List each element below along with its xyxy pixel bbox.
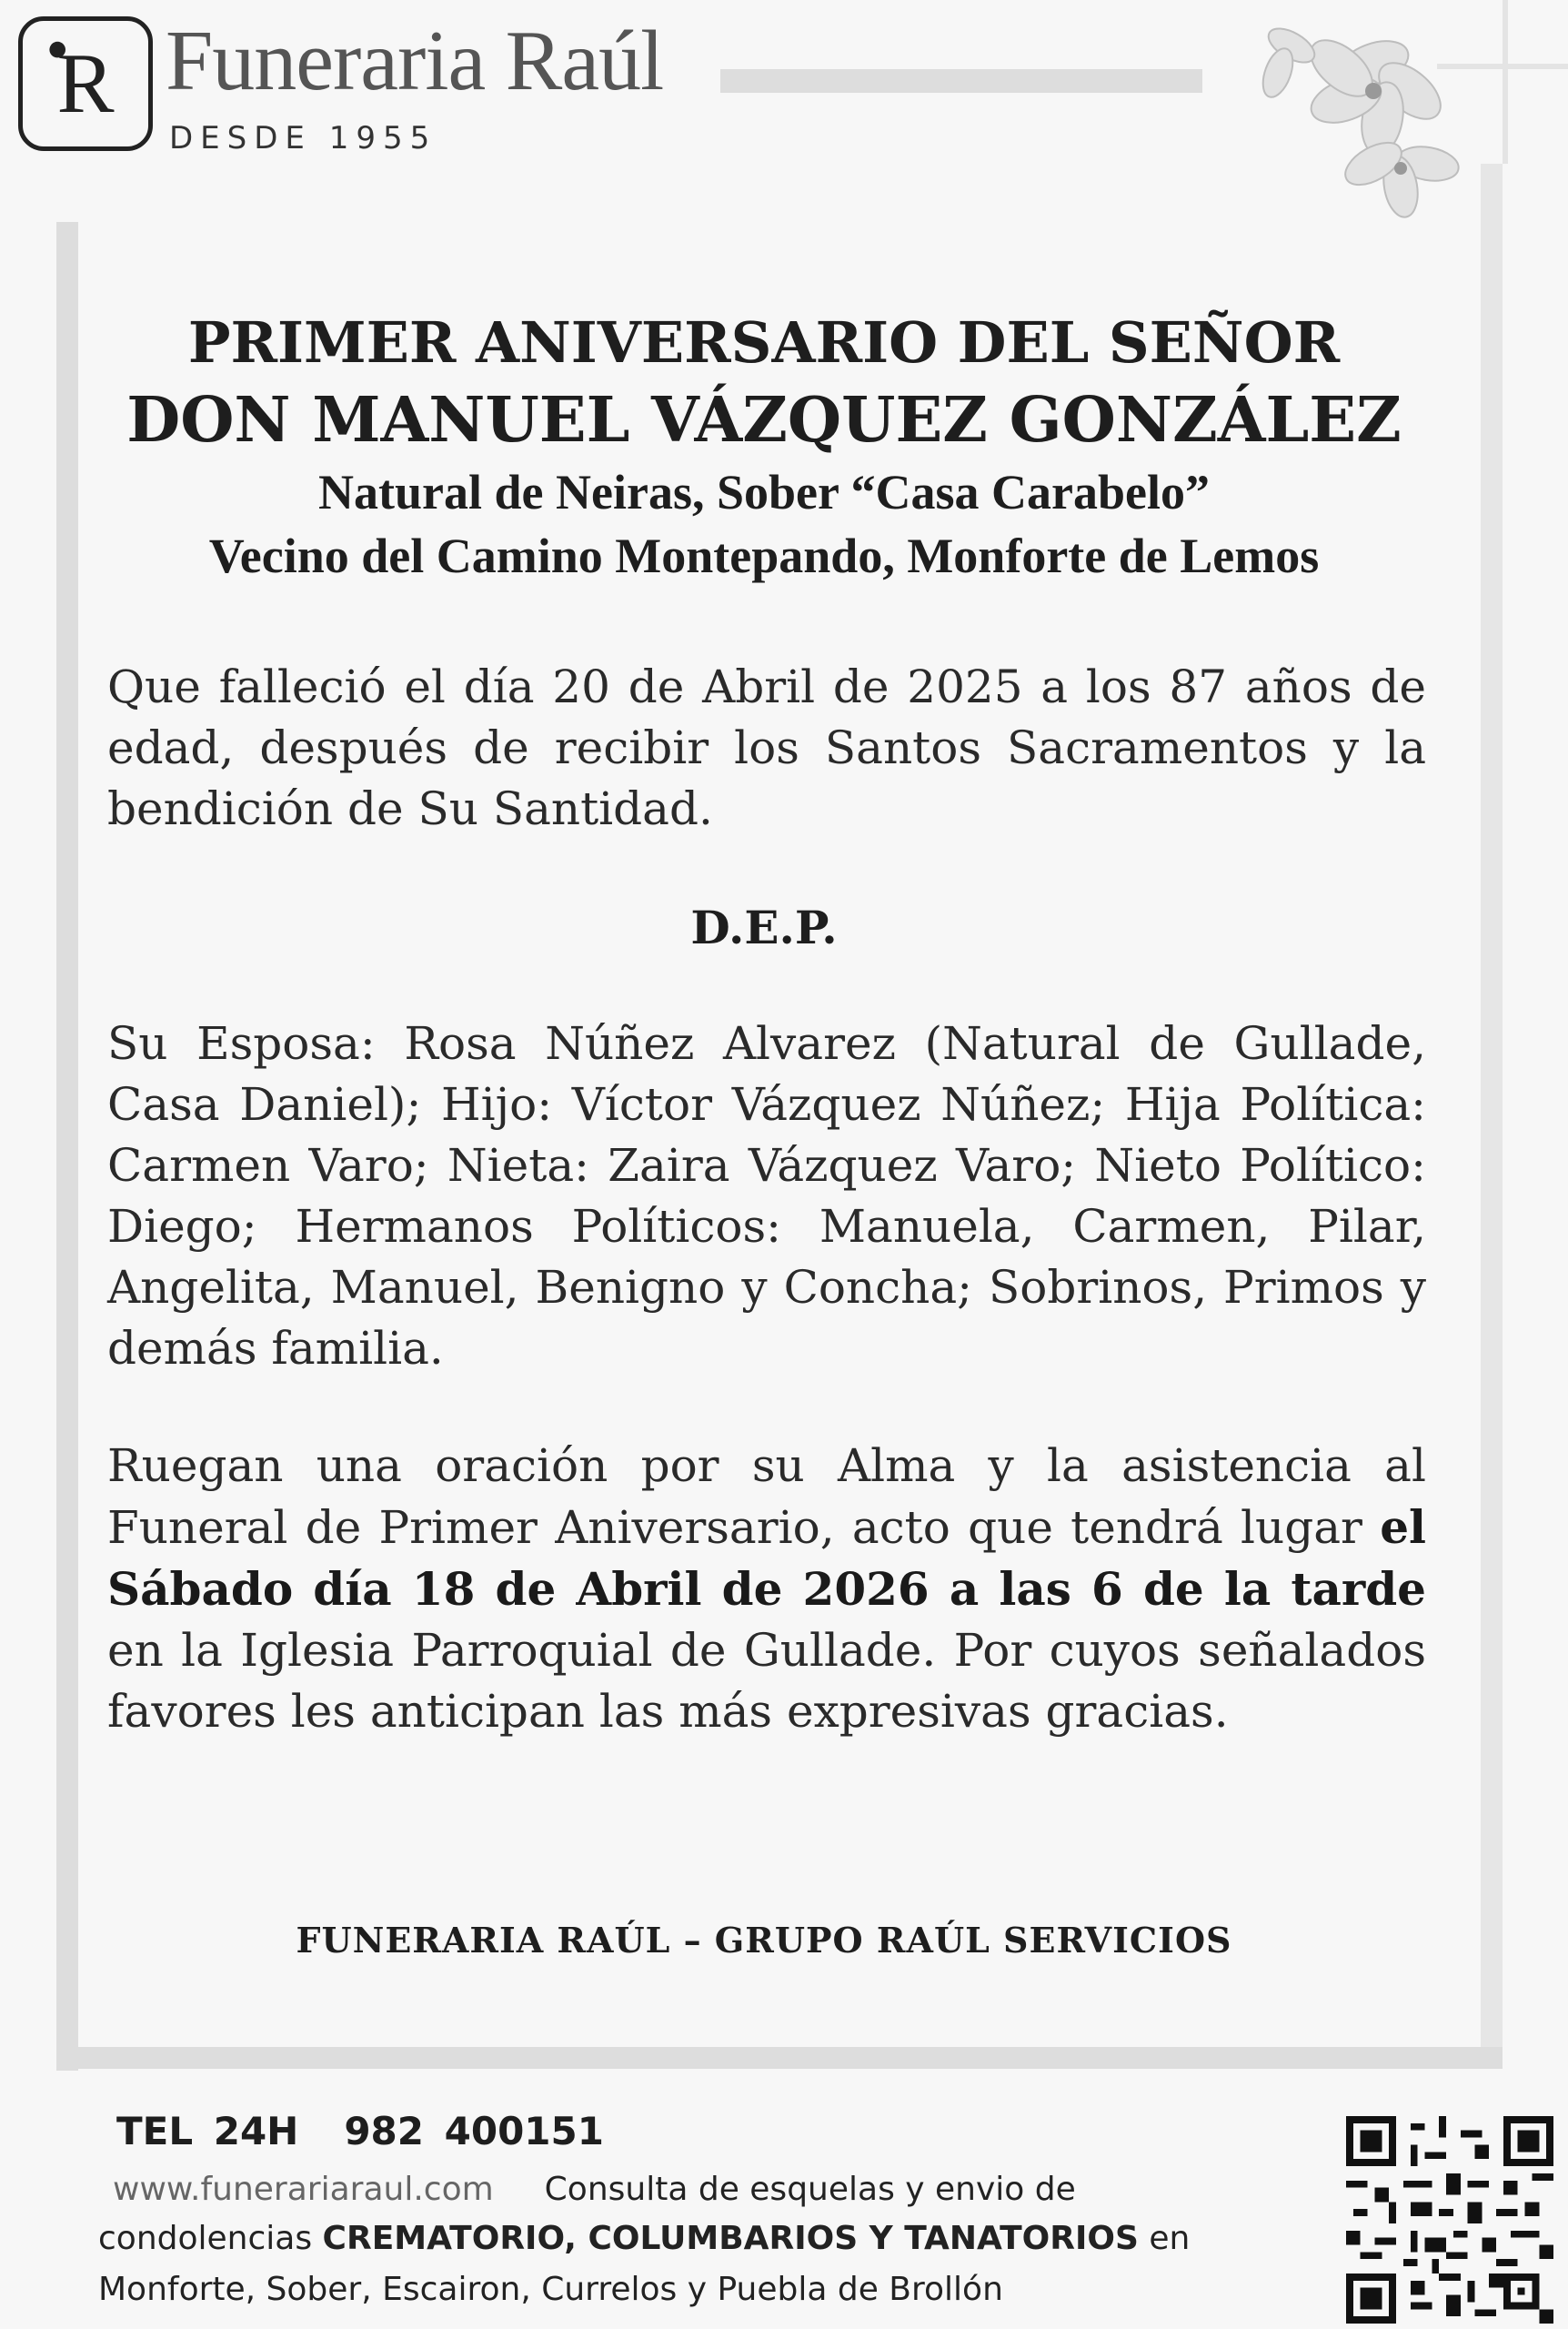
logo-r-icon: [35, 34, 136, 134]
header-divider-vertical: [1503, 0, 1508, 164]
notice-request-text: [107, 1436, 1426, 1742]
svg-text:R: R: [56, 35, 115, 131]
info-line2-services: CREMATORIO, COLUMBARIOS Y TANATORIOS: [322, 2220, 1139, 2257]
info-line2-c: en: [1138, 2220, 1191, 2257]
website-link[interactable]: www.funerariaraul.com: [113, 2171, 494, 2208]
request-date-bold: el Sábado día 18 de Abril de 2026 a las 6 de la tarde: [107, 1500, 1426, 1616]
info-line3: Monforte, Sober, Escairon, Currelos y Puebla de Brollón: [98, 2271, 1003, 2308]
header-divider: [720, 69, 1202, 93]
frame-bottom-border: [64, 2047, 1503, 2069]
phone-number: 982 400151: [344, 2109, 604, 2153]
notice-dep: D.E.P.: [690, 901, 838, 954]
notice-family-text: Su Esposa: Rosa Núñez Alvarez (Natural de Gullade, Casa Daniel); Hijo: Víctor Vázquez Núñez; Hija Política: Carmen Varo; Nieta: Zaira Vázquez Varo; Nieto Político: Diego; Hermanos Políticos: Manuela, Carmen, Pilar, Angelita, Manuel, Benigno y Concha; Sobrinos, Primos y demás familia.: [107, 1017, 1426, 1375]
phone-line: [116, 2109, 604, 2153]
notice-signature: FUNERARIA RAÚL – GRUPO RAÚL SERVICIOS: [296, 1920, 1232, 1961]
brand-since: DESDE 1955: [169, 120, 437, 156]
notice-death-text: Que falleció el día 20 de Abril de 2025 a los 87 años de edad, después de recibir los Santos Sacramentos y la bendición de Su Santidad.: [107, 660, 1426, 835]
info-line2: [98, 2220, 1190, 2257]
notice-origin: Natural de Neiras, Sober “Casa Carabelo”: [318, 465, 1210, 519]
notice-title-line1: PRIMER ANIVERSARIO DEL SEÑOR: [187, 309, 1341, 376]
notice-title-line2: DON MANUEL VÁZQUEZ GONZÁLEZ: [126, 384, 1402, 457]
request-text-part1: Ruegan una oración por su Alma y la asistencia al Funeral de Primer Aniversario, acto que tendrá lugar: [107, 1439, 1426, 1554]
logo-mark: [18, 16, 153, 151]
phone-label: TEL 24H: [116, 2109, 299, 2153]
info-line1: Consulta de esquelas y envio de: [544, 2171, 1076, 2208]
brand-name: Funeraria Raúl: [166, 14, 664, 108]
notice-residence: Vecino del Camino Montepando, Monforte de Lemos: [208, 529, 1320, 583]
web-line: [113, 2171, 1076, 2208]
info-line2-a: condolencias: [98, 2220, 323, 2257]
frame-right-border: [1481, 164, 1503, 2069]
request-text-part2: en la Iglesia Parroquial de Gullade. Por cuyos señalados favores les anticipan las más expresivas gracias.: [107, 1624, 1426, 1738]
flowers-icon: [1237, 0, 1483, 227]
qr-code-icon: [1346, 2116, 1553, 2324]
